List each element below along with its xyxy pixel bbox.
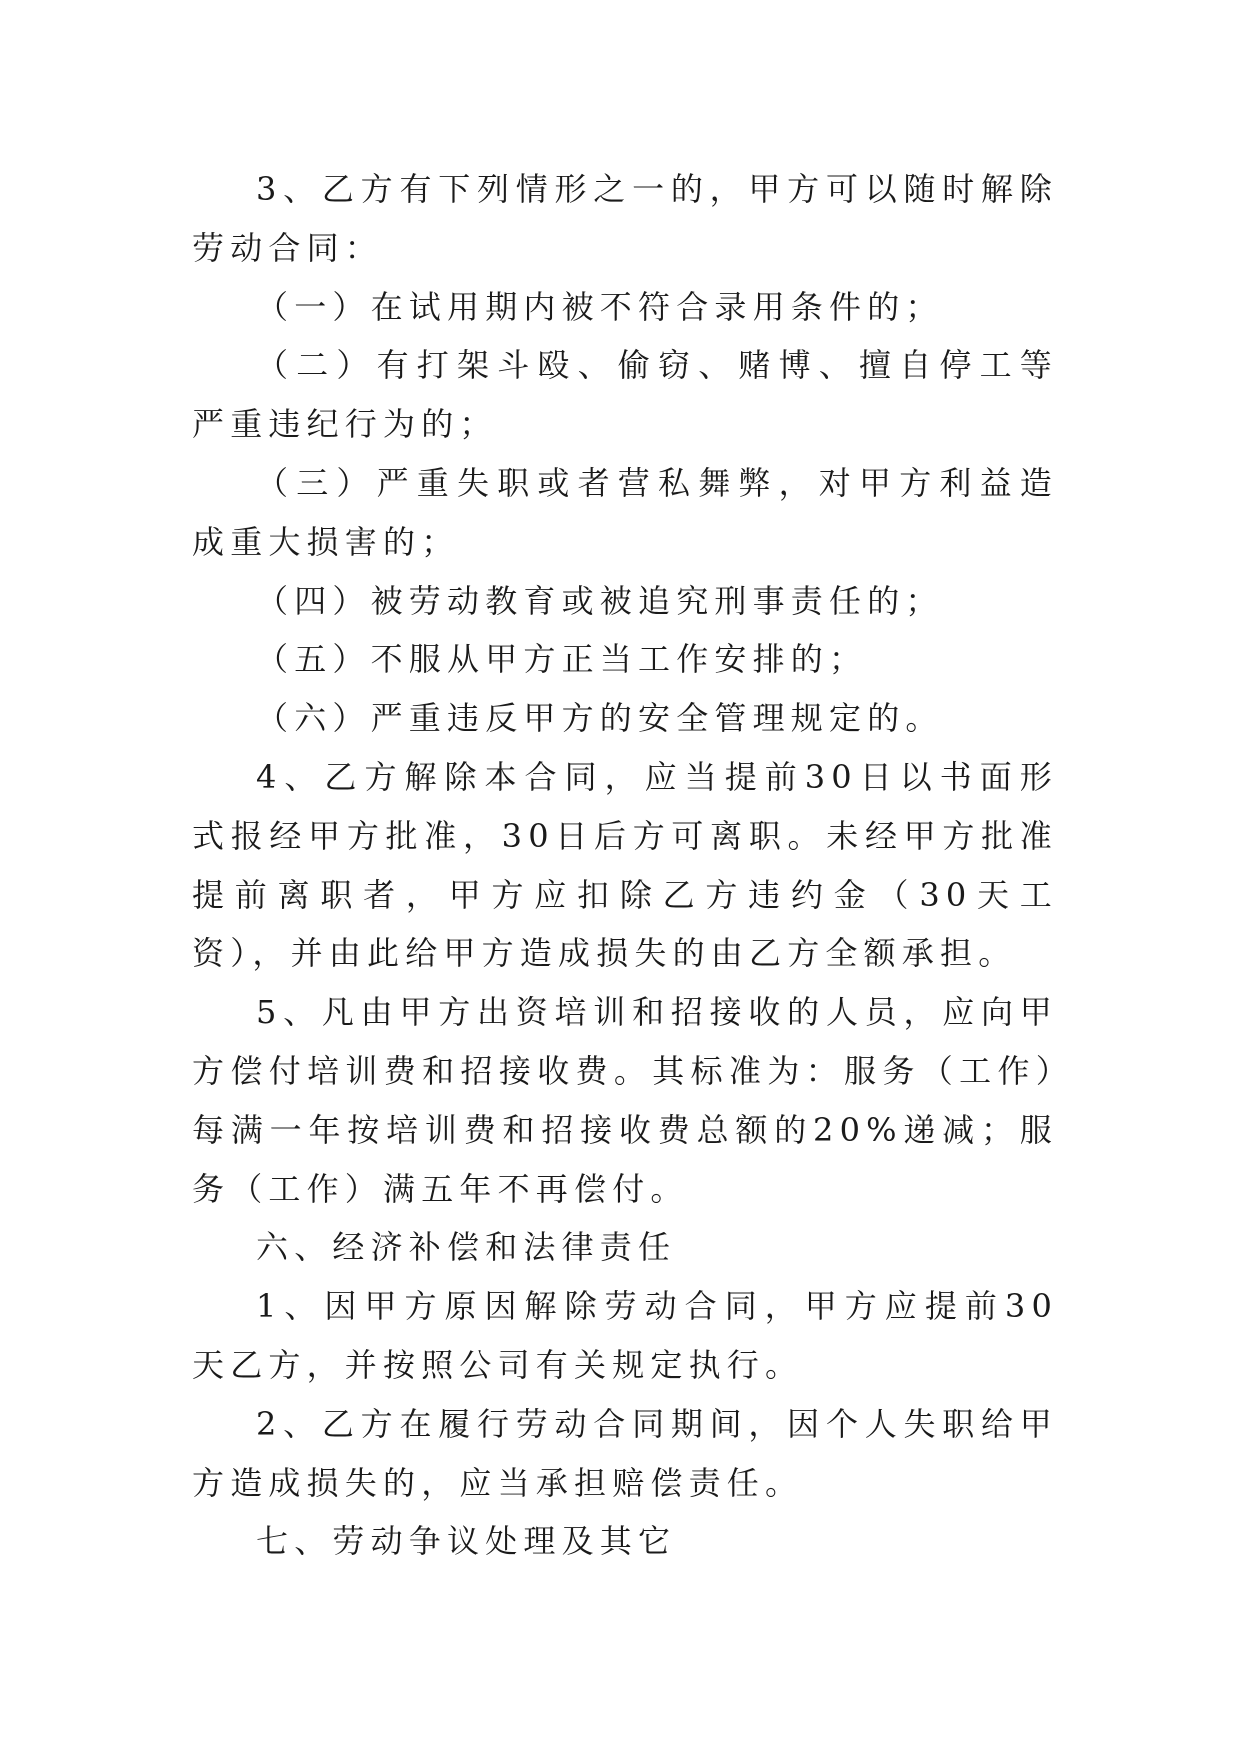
section-6-clause-2: 2、乙方在履行劳动合同期间，因个人失职给甲方造成损失的，应当承担赔偿责任。	[192, 1404, 1058, 1502]
document-page	[192, 160, 1058, 1571]
clause-3-item-4: （四）被劳动教育或被追究刑事责任的；	[256, 581, 944, 620]
clause-3-item-1: （一）在试用期内被不符合录用条件的；	[256, 287, 944, 326]
clause-3-item-3: （三）严重失职或者营私舞弊，对甲方利益造成重大损害的；	[192, 463, 1058, 561]
clause-3-item-5: （五）不服从甲方正当工作安排的；	[256, 640, 868, 679]
clause-4: 4、乙方解除本合同，应当提前30日以书面形式报经甲方批准，30日后方可离职。未经甲方批准提前离职者，甲方应扣除乙方违约金（30天工资），并由此给甲方造成损失的由乙方全额承担。	[192, 757, 1058, 973]
clause-3-item-2: （二）有打架斗殴、偷窃、赌博、擅自停工等严重违纪行为的；	[192, 346, 1058, 444]
section-6-clause-1: 1、因甲方原因解除劳动合同，甲方应提前30天乙方，并按照公司有关规定执行。	[192, 1287, 1058, 1384]
clause-3: 3、乙方有下列情形之一的，甲方可以随时解除劳动合同：	[192, 170, 1058, 267]
section-6-heading: 六、经济补偿和法律责任	[256, 1228, 677, 1267]
clause-3-item-6: （六）严重违反甲方的安全管理规定的。	[256, 699, 944, 738]
clause-5: 5、凡由甲方出资培训和招接收的人员，应向甲方偿付培训费和招接收费。其标准为：服务（工作）每满一年按培训费和招接收费总额的20%递减；服务（工作）满五年不再偿付。	[192, 993, 1058, 1208]
section-7-heading: 七、劳动争议处理及其它	[256, 1522, 677, 1561]
